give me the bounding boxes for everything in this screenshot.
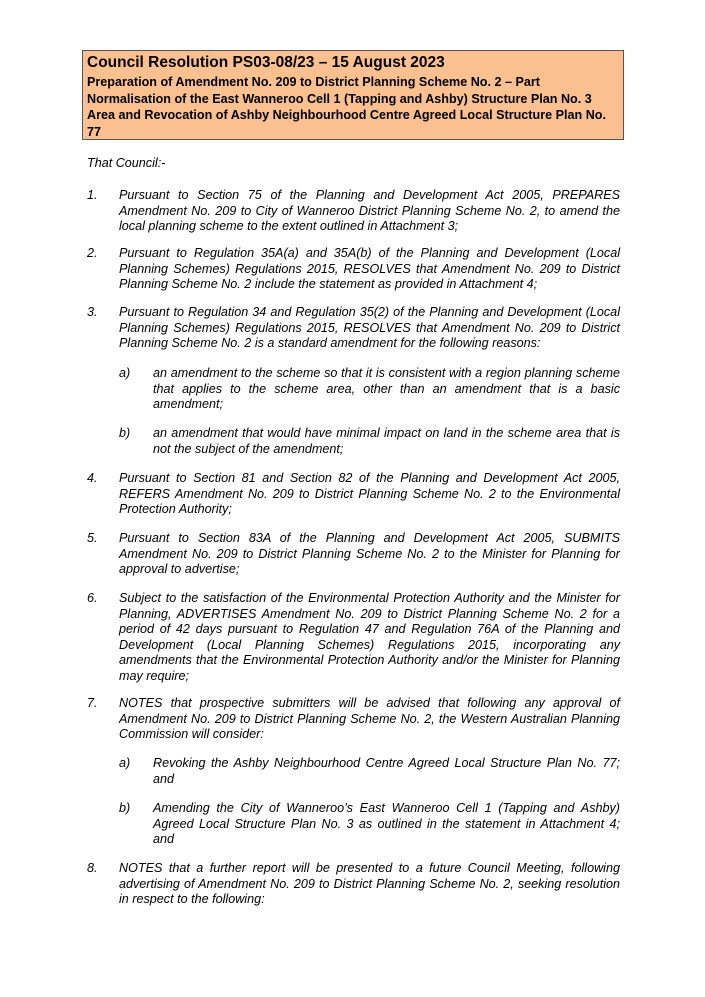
item-number: 1.: [87, 188, 98, 202]
item-number: 8.: [87, 861, 98, 875]
item-number: 3.: [87, 305, 98, 319]
sub-item-text: an amendment that would have minimal impact on land in the scheme area that is not the subject of the amendment;: [153, 426, 620, 456]
item-text: Pursuant to Section 83A of the Planning and Development Act 2005, SUBMITS Amendment No. 209 to District Planning Scheme No. 2 to the Minister for Planning for approval to advertise;: [119, 531, 620, 576]
item-text: Subject to the satisfaction of the Environmental Protection Authority and the Minister for Planning, ADVERTISES Amendment No. 209 to District Planning Scheme No. 2 for a period of 42 days pursuant to Regulation 47 and Regulation 76A of the Planning and Development (Local Planning Schemes) Regulations 2015, incorporating any amendments that the Environmental Protection Authority and/or the Minister for Planning may require;: [119, 591, 620, 683]
item-number: 4.: [87, 471, 98, 485]
sub-item-text: Amending the City of Wanneroo’s East Wanneroo Cell 1 (Tapping and Ashby) Agreed Local Structure Plan No. 3 as outlined in the statement in Attachment 4; and: [153, 801, 620, 846]
item-text: NOTES that prospective submitters will be advised that following any approval of Amendment No. 209 to District Planning Scheme No. 2, the Western Australian Planning Commission will consider:: [119, 696, 620, 741]
item-number: 6.: [87, 591, 98, 605]
sub-item-letter: b): [119, 426, 131, 440]
item-text: Pursuant to Section 75 of the Planning and Development Act 2005, PREPARES Amendment No. 209 to City of Wanneroo District Planning Scheme No. 2, to amend the local planning scheme to the extent outlined in Attachment 3;: [119, 188, 620, 233]
resolution-header: [82, 50, 624, 140]
item-number: 7.: [87, 696, 98, 710]
item-number: 5.: [87, 531, 98, 545]
sub-item-text: Revoking the Ashby Neighbourhood Centre Agreed Local Structure Plan No. 77; and: [153, 756, 620, 786]
item-text: Pursuant to Regulation 34 and Regulation 35(2) of the Planning and Development (Local Planning Schemes) Regulations 2015, RESOLVES that Amendment No. 209 to District Planning Scheme No. 2 is a standard amendment for the following reasons:: [119, 305, 620, 350]
resolution-title: Council Resolution PS03-08/23 – 15 August 2023: [87, 54, 445, 71]
sub-item-letter: a): [119, 366, 131, 380]
item-text: Pursuant to Regulation 35A(a) and 35A(b) of the Planning and Development (Local Planning Schemes) Regulations 2015, RESOLVES that Amendment No. 209 to District Planning Scheme No. 2 include the statement as provided in Attachment 4;: [119, 246, 620, 291]
item-number: 2.: [87, 246, 98, 260]
sub-item-letter: a): [119, 756, 131, 770]
sub-item-text: an amendment to the scheme so that it is consistent with a region planning scheme that applies to the scheme area, other than an amendment that is a basic amendment;: [153, 366, 620, 411]
resolution-subtitle: Preparation of Amendment No. 209 to District Planning Scheme No. 2 – Part Normalisation of the East Wanneroo Cell 1 (Tapping and Ashby) Structure Plan No. 3 Area and Revocation of Ashby Neighbourhood Centre Agreed Local Structure Plan No. 77: [87, 75, 606, 139]
intro-text: That Council:-: [87, 156, 166, 170]
sub-item-letter: b): [119, 801, 131, 815]
item-text: NOTES that a further report will be presented to a future Council Meeting, following advertising of Amendment No. 209 to District Planning Scheme No. 2, seeking resolution in respect to the following:: [119, 861, 620, 906]
item-text: Pursuant to Section 81 and Section 82 of the Planning and Development Act 2005, REFERS Amendment No. 209 to District Planning Scheme No. 2 to the Environmental Protection Authority;: [119, 471, 620, 516]
